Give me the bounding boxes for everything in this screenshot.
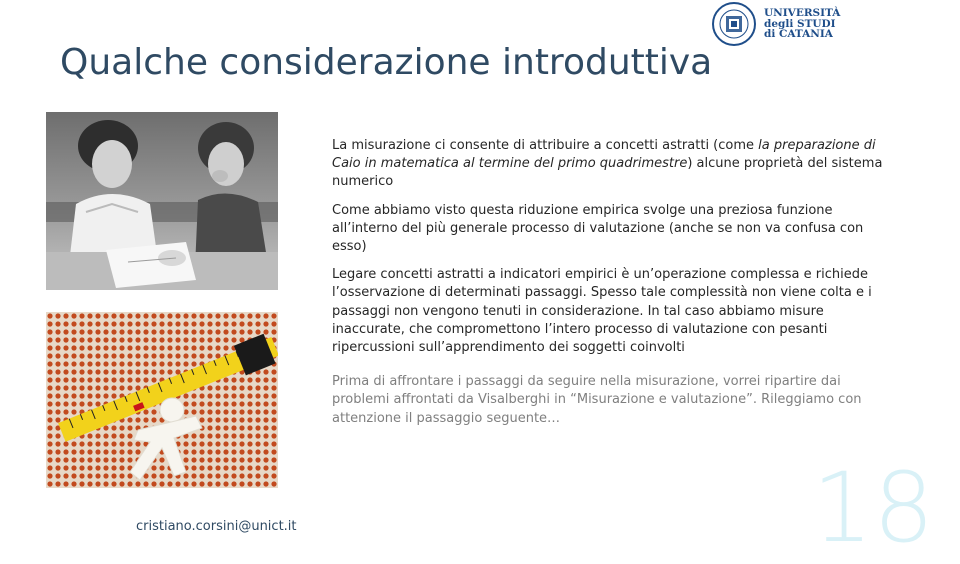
logo-line-1: UNIVERSITÀ [764, 7, 841, 19]
paragraph-1-italic: la preparazione di Caio in matematica al termine del primo quadrimestre [332, 138, 876, 172]
paragraph-4: Prima di affrontare i passaggi da seguire nella misurazione, vorrei ripartire dai problemi affrontati da Visalberghi in “Misurazione e valutazione”. Rileggiamo con attenzione il passaggio seguente… [332, 374, 862, 426]
slide-content [332, 137, 900, 438]
paragraph-1: La misurazione ci consente di attribuire a concetti astratti (come la preparazione di Caio in matematica al termine del primo quadrimestre) alcune proprietà del sistema numerico [332, 138, 883, 190]
page-number: 18 [812, 452, 935, 564]
logo-line-2: degli STUDI [764, 17, 836, 30]
paragraph-3: Legare concetti astratti a indicatori empirici è un’operazione complessa e richiede l’osservazione di determinati passaggi. Spesso tale complessità non viene colta e i passaggi non vengono tenuti in considerazione. In tal caso abbiamo misure inaccurate, che compromettono l’intero processo di valutazione con pesanti ripercussioni sull’apprendimento dei soggetti coinvolti [332, 267, 872, 356]
logo-text [764, 8, 840, 40]
classroom-photo [46, 112, 278, 290]
slide-title: Qualche considerazione introduttiva [60, 42, 713, 83]
measuring-tape-photo [46, 312, 278, 488]
logo-line-3: di CATANIA [764, 28, 833, 40]
footer-email: cristiano.corsini@unict.it [136, 519, 297, 534]
university-seal-icon [712, 2, 756, 46]
paragraph-2: Come abbiamo visto questa riduzione empirica svolge una preziosa funzione all’interno del più generale processo di valutazione (anche se non va confusa con esso) [332, 202, 864, 255]
university-logo [712, 2, 841, 48]
